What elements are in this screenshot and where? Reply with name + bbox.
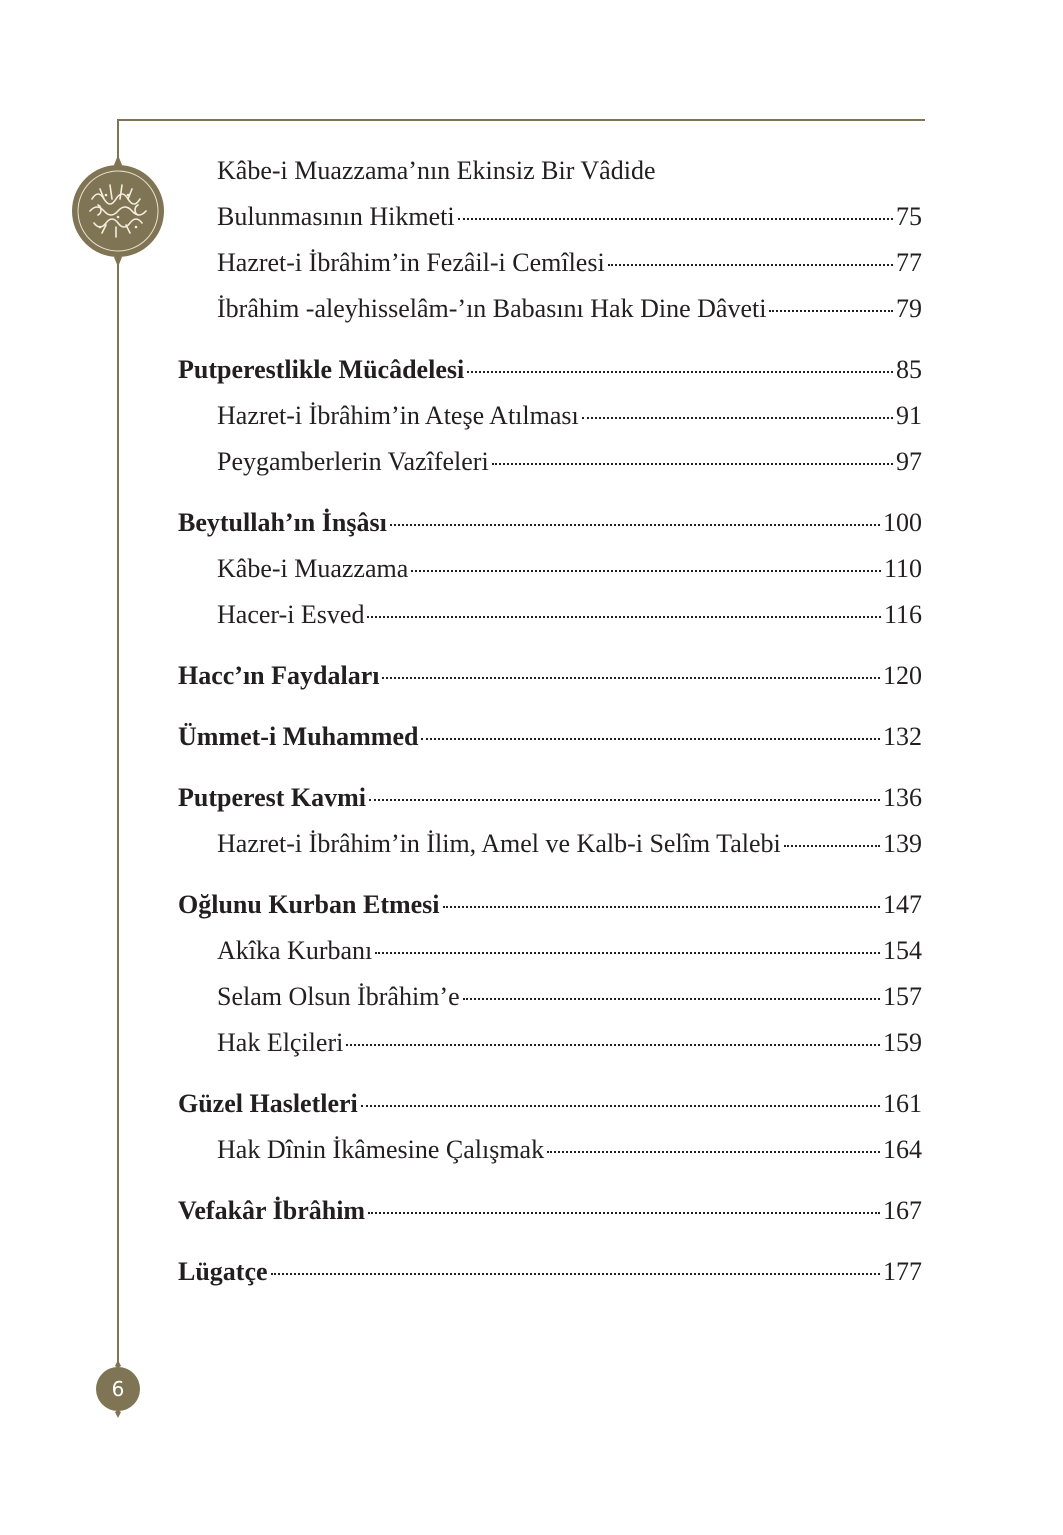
dot-leader [547,1151,880,1153]
toc-section-entry [178,928,922,974]
toc-entry-page: 97 [896,447,922,476]
toc-entry-page: 154 [883,936,922,965]
page-number: 6 [111,1377,125,1401]
toc-section-entry [178,286,922,332]
toc-entry-title: Güzel Hasletleri [178,1089,358,1118]
toc-entry-title: Hacc’ın Faydaları [178,661,380,690]
table-of-contents [178,148,922,1295]
toc-entry-title: Hazret-i İbrâhim’in Ateşe Atılması [217,401,579,430]
toc-entry-title: Bulunmasının Hikmeti [217,202,455,231]
toc-chapter-entry [178,775,922,821]
toc-section-entry [178,1127,922,1173]
dot-leader [492,463,893,465]
toc-entry-continued-line1 [178,148,922,194]
toc-entry-page: 110 [883,554,922,583]
toc-entry-page: 77 [896,248,922,277]
dot-leader [784,845,880,847]
toc-entry-title: Kâbe-i Muazzama [217,554,409,583]
toc-chapter-entry [178,714,922,760]
toc-entry-title: Hacer-i Esved [217,600,365,629]
toc-section-entry [178,240,922,286]
toc-section-entry [178,393,922,439]
dot-leader [382,677,880,679]
toc-entry-page: 136 [883,783,922,812]
toc-section-entry [178,439,922,485]
dot-leader [375,952,880,954]
dot-leader [608,264,893,266]
toc-chapter-entry [178,882,922,928]
toc-entry-title: Peygamberlerin Vazîfeleri [217,447,489,476]
toc-entry-page: 177 [883,1257,922,1286]
calligraphy-medallion-icon [70,155,166,267]
toc-entry-page: 161 [883,1089,922,1118]
dot-leader [368,1212,880,1214]
toc-chapter-entry [178,347,922,393]
toc-entry-page: 100 [883,508,922,537]
toc-section-entry [178,546,922,592]
toc-entry-page: 79 [896,294,922,323]
toc-entry-title: Putperestlikle Mücâdelesi [178,355,465,384]
dot-leader [463,998,880,1000]
toc-entry-page: 132 [883,722,922,751]
dot-leader [271,1273,880,1275]
dot-leader [367,616,880,618]
toc-chapter-entry [178,1249,922,1295]
toc-entry-title: Hak Dînin İkâmesine Çalışmak [217,1135,545,1164]
toc-chapter-entry [178,1188,922,1234]
toc-entries [178,240,922,1295]
toc-entry-page: 116 [883,600,922,629]
toc-entry-title: Vefakâr İbrâhim [178,1196,366,1225]
toc-entry-page: 85 [896,355,922,384]
toc-entry-page: 91 [896,401,922,430]
frame-left-rule [117,119,119,1369]
toc-entry-title: Lügatçe [178,1257,268,1286]
toc-entry-title: Putperest Kavmi [178,783,366,812]
toc-chapter-entry [178,500,922,546]
toc-entry-page: 167 [883,1196,922,1225]
toc-entry-title: Hak Elçileri [217,1028,344,1057]
toc-entry-page: 75 [896,202,922,231]
frame-top-rule [117,119,925,121]
toc-section-entry [178,592,922,638]
toc-entry-title: Hazret-i İbrâhim’in İlim, Amel ve Kalb-i Selîm Talebi [217,829,781,858]
toc-section-entry [178,974,922,1020]
dot-leader [458,218,893,220]
dot-leader [582,417,893,419]
toc-entry-title: İbrâhim -aleyhisselâm-’ın Babasını Hak Dine Dâveti [217,294,767,323]
toc-entry-page: 157 [883,982,922,1011]
toc-entry-page: 139 [883,829,922,858]
dot-leader [390,524,880,526]
toc-section-entry [178,1020,922,1066]
toc-entry-continued-line2 [178,194,922,240]
dot-leader [769,310,893,312]
toc-entry-page: 159 [883,1028,922,1057]
dot-leader [421,738,880,740]
toc-entry-title: Beytullah’ın İnşâsı [178,508,387,537]
toc-entry-title: Ümmet-i Muhammed [178,722,419,751]
toc-chapter-entry [178,1081,922,1127]
dot-leader [361,1105,880,1107]
toc-entry-page: 147 [883,890,922,919]
toc-entry-title: Kâbe-i Muazzama’nın Ekinsiz Bir Vâdide [217,156,656,185]
toc-entry-title: Selam Olsun İbrâhim’e [217,982,460,1011]
toc-entry-title: Akîka Kurbanı [217,936,373,965]
dot-leader [346,1044,880,1046]
toc-chapter-entry [178,653,922,699]
toc-entry-page: 164 [883,1135,922,1164]
toc-entry-title: Oğlunu Kurban Etmesi [178,890,440,919]
dot-leader [443,906,880,908]
toc-entry-page: 120 [883,661,922,690]
dot-leader [369,799,880,801]
toc-section-entry [178,821,922,867]
toc-entry-title: Hazret-i İbrâhim’in Fezâil-i Cemîlesi [217,248,605,277]
dot-leader [411,570,881,572]
dot-leader [467,371,893,373]
